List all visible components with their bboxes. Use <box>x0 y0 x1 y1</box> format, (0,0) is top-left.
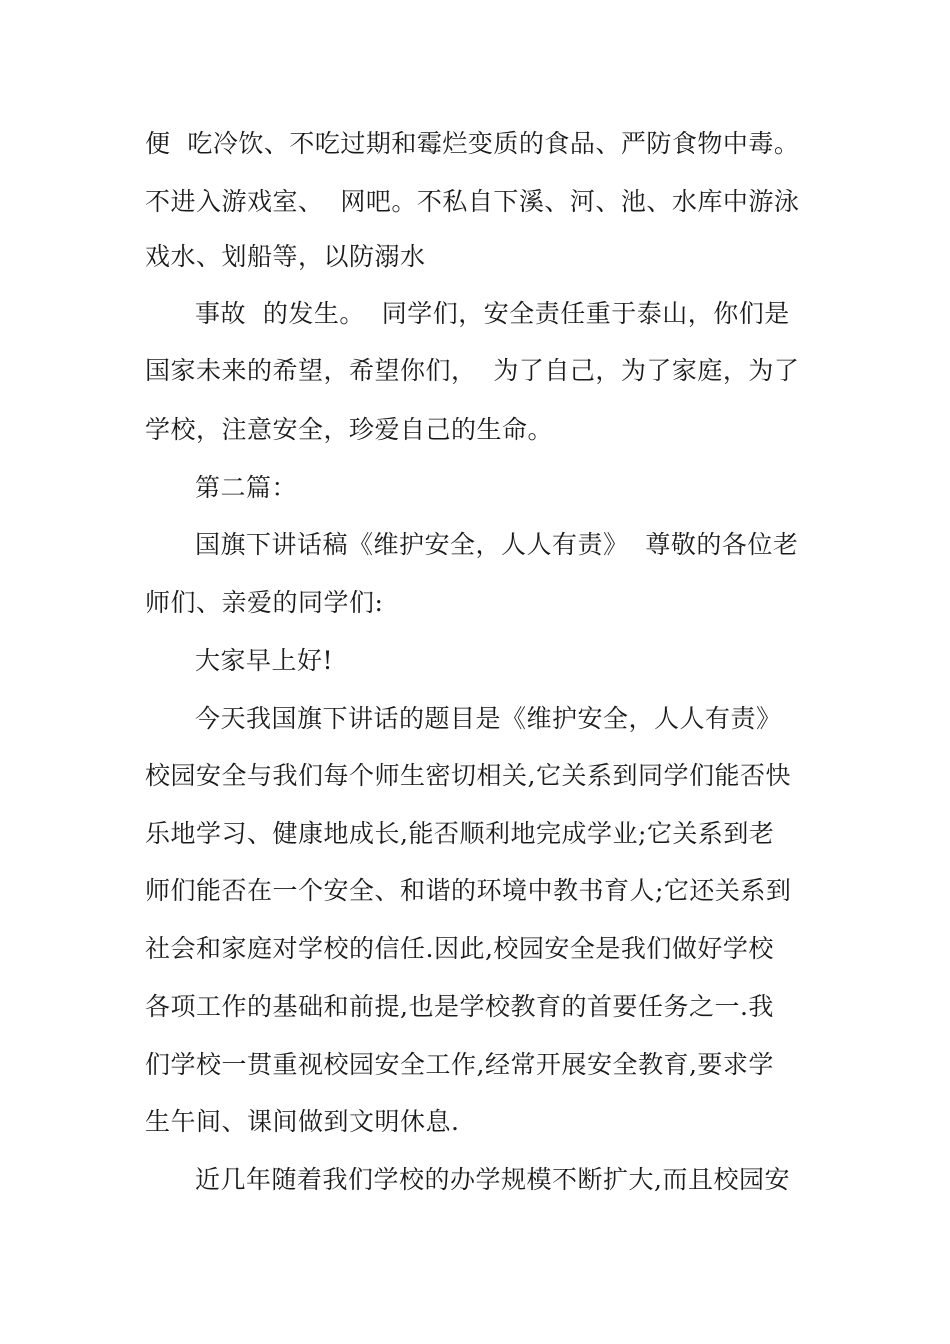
text-line: 生午间、课间做到文明休息. <box>145 1107 460 1136</box>
text-line: 大家早上好! <box>195 646 334 675</box>
text-line: 便 吃冷饮、不吃过期和霉烂变质的食品、严防食物中毒。 <box>145 129 800 158</box>
text-line: 师们、亲爱的同学们: <box>145 588 384 617</box>
text-line: 国旗下讲话稿《维护安全，人人有责》 尊敬的各位老 <box>195 530 799 559</box>
text-line: 不进入游戏室、 网吧。不私自下溪、河、池、水库中游泳 <box>145 187 800 216</box>
text-line: 近几年随着我们学校的办学规模不断扩大,而且校园安 <box>195 1165 790 1194</box>
text-line: 事故 的发生。 同学们，安全责任重于泰山，你们是 <box>195 299 790 328</box>
text-line: 各项工作的基础和前提,也是学校教育的首要任务之一.我 <box>145 992 774 1021</box>
text-line: 校园安全与我们每个师生密切相关,它关系到同学们能否快 <box>145 761 791 790</box>
text-line: 师们能否在一个安全、和谐的环境中教书育人;它还关系到 <box>145 876 792 905</box>
text-line: 国家未来的希望，希望你们， 为了自己，为了家庭，为了 <box>145 356 800 385</box>
text-line: 们学校一贯重视校园安全工作,经常开展安全教育,要求学 <box>145 1050 774 1079</box>
text-line: 社会和家庭对学校的信任.因此,校园安全是我们做好学校 <box>145 934 774 963</box>
text-line: 戏水、划船等，以防溺水 <box>145 242 426 271</box>
text-line: 学校，注意安全，珍爱自己的生命。 <box>145 415 554 444</box>
text-line: 今天我国旗下讲话的题目是《维护安全，人人有责》 <box>195 704 782 733</box>
section-heading: 第二篇： <box>195 473 298 502</box>
text-line: 乐地学习、健康地成长,能否顺利地完成学业;它关系到老 <box>145 819 775 848</box>
